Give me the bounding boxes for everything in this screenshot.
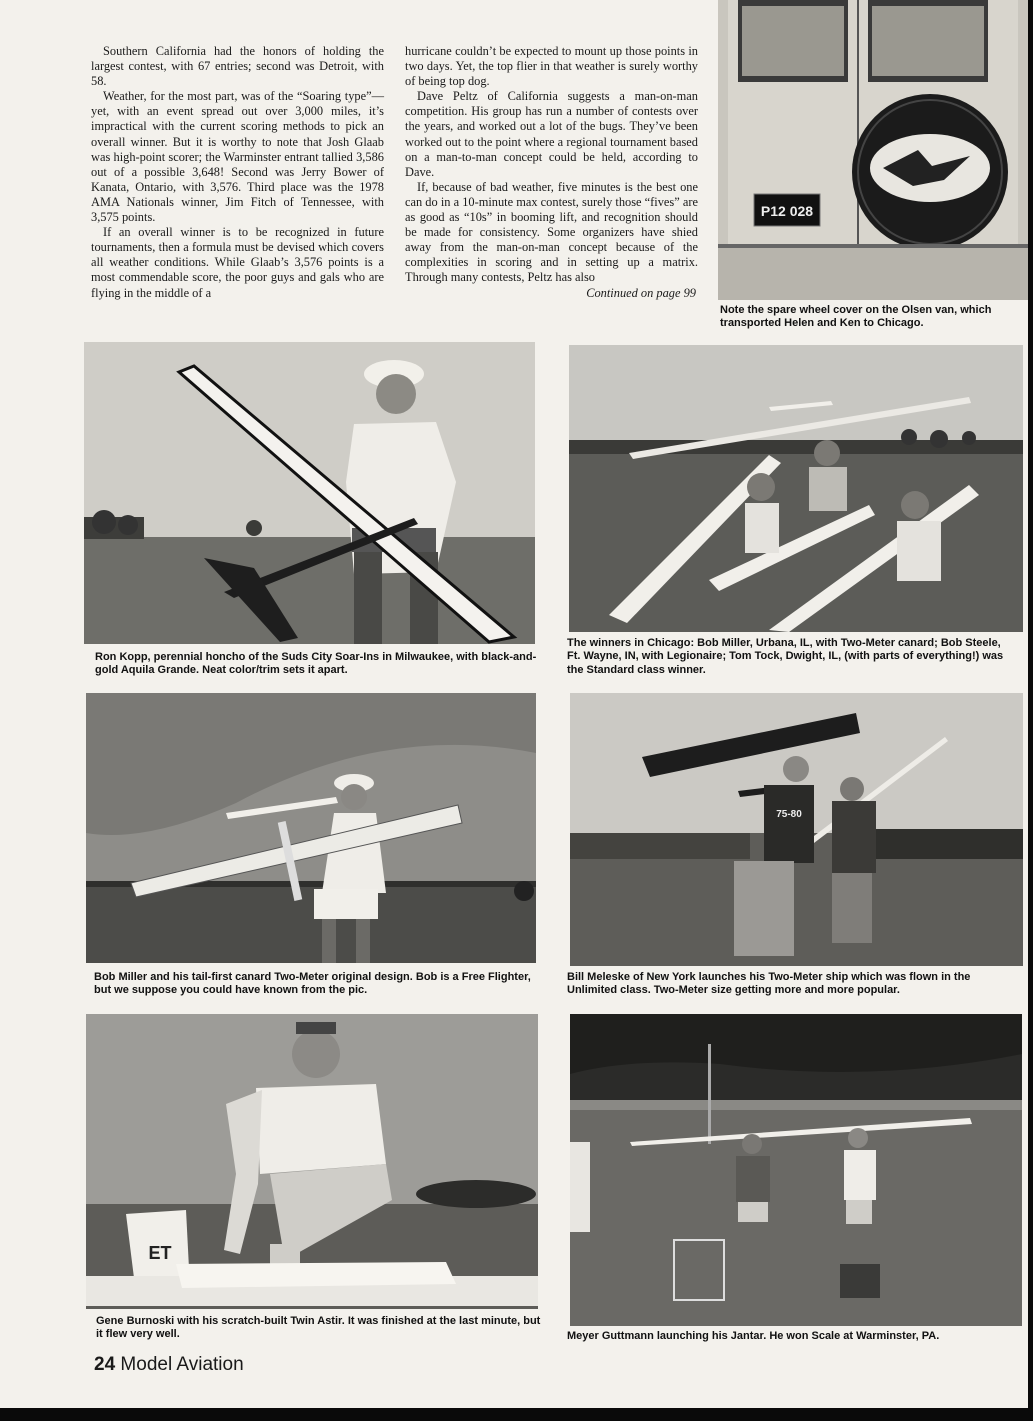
photo-olsen-van xyxy=(718,0,1028,300)
guttmann-illustration xyxy=(570,1014,1022,1326)
glider-tail-text: ET xyxy=(148,1243,172,1263)
article-paragraph: If an overall winner is to be recognized in future tournaments, then a formula must be devised which covers all weather conditions. While Glaab’s 3,576 points is a most commendable score, the poor guys and gals who are flying in the middle of a xyxy=(91,225,384,300)
meleske-illustration xyxy=(570,693,1023,966)
photo-bob-miller xyxy=(86,693,536,963)
burnoski-illustration xyxy=(86,1014,538,1309)
shirt-number: 75-80 xyxy=(776,809,802,820)
scan-edge-bottom xyxy=(0,1408,1033,1421)
caption-meyer-guttmann: Meyer Guttmann launching his Jantar. He won Scale at Warminster, PA. xyxy=(567,1330,940,1342)
article-paragraph: Southern California had the honors of holding the largest contest, with 67 entries; second was Detroit, with 58. xyxy=(91,44,384,89)
winners-illustration xyxy=(569,345,1023,632)
article-paragraph: If, because of bad weather, five minutes is the best one can do in a 10-minute max contest, surely those “fives” are as good as “10s” in booming lift, and recognition should be made for consistency. Some organizers have shied away from the man-on-man concept because of the complexities in scoring and in setting up a matrix. Through many contests, Peltz has also xyxy=(405,179,698,285)
magazine-title: Model Aviation xyxy=(120,1354,244,1375)
article-paragraph: Weather, for the most part, was of the “Soaring type”—yet, with an event spread out over 3,000 miles, it’s impractical with the current scoring methods to pick an overall winner. But it is worthy to note that Josh Glaab was high-point scorer; the Warminster entrant tallied 3,586 out of a possible 3,648! Second was Jerry Bower of Kanata, Ontario, with 3,576. Third place was the 1978 AMA Nationals winner, Jim Fitch of Tennessee, with 3,575 points. xyxy=(91,89,384,225)
photo-meyer-guttmann xyxy=(570,1014,1022,1326)
caption-bill-meleske: Bill Meleske of New York launches his Two-Meter ship which was flown in the Unlimited class. Two-Meter size getting more and more popular. xyxy=(567,971,971,997)
scan-edge-right xyxy=(1028,0,1033,1421)
miller-illustration xyxy=(86,693,536,963)
caption-olsen-van: Note the spare wheel cover on the Olsen van, which transported Helen and Ken to Chicago. xyxy=(720,304,992,330)
kopp-illustration xyxy=(84,342,535,644)
page-number: 24 xyxy=(94,1354,116,1375)
caption-chicago-winners: The winners in Chicago: Bob Miller, Urbana, IL, with Two-Meter canard; Bob Steele, Ft. Wayne, IN, with Legionaire; Tom Tock, Dwight, IL, (with parts of everything!) was the Standard class winner. xyxy=(567,637,1004,676)
caption-gene-burnoski: Gene Burnoski with his scratch-built Twin Astir. It was finished at the last minute, but it flew very well. xyxy=(96,1315,541,1341)
van-illustration xyxy=(718,0,1028,300)
article-paragraph: Dave Peltz of California suggests a man-on-man competition. His group has run a number of contests over the years, and worked out a lot of the bugs. They’ve been worked out to the point where a regional tournament based on a man-to-man concept could be held, according to Dave. xyxy=(405,89,698,179)
photo-bill-meleske xyxy=(570,693,1023,966)
caption-bob-miller: Bob Miller and his tail-first canard Two-Meter original design. Bob is a Free Flighter, but we suppose you could have known from the pic. xyxy=(94,971,531,997)
article-paragraph: hurricane couldn’t be expected to mount up those points in two days. Yet, the top flier in that weather is surely worthy of being top dog. xyxy=(405,44,698,89)
photo-gene-burnoski xyxy=(86,1014,538,1309)
article-column-2 xyxy=(405,44,698,301)
caption-ron-kopp: Ron Kopp, perennial honcho of the Suds City Soar-Ins in Milwaukee, with black-and-gold Aquila Grande. Neat color/trim sets it apart. xyxy=(95,651,537,677)
continued-note: Continued on page 99 xyxy=(586,285,696,300)
page-footer xyxy=(94,1354,244,1376)
photo-chicago-winners xyxy=(569,345,1023,632)
photo-ron-kopp xyxy=(84,342,535,644)
article-column-1 xyxy=(91,44,384,301)
license-plate: P12 028 xyxy=(760,203,814,219)
